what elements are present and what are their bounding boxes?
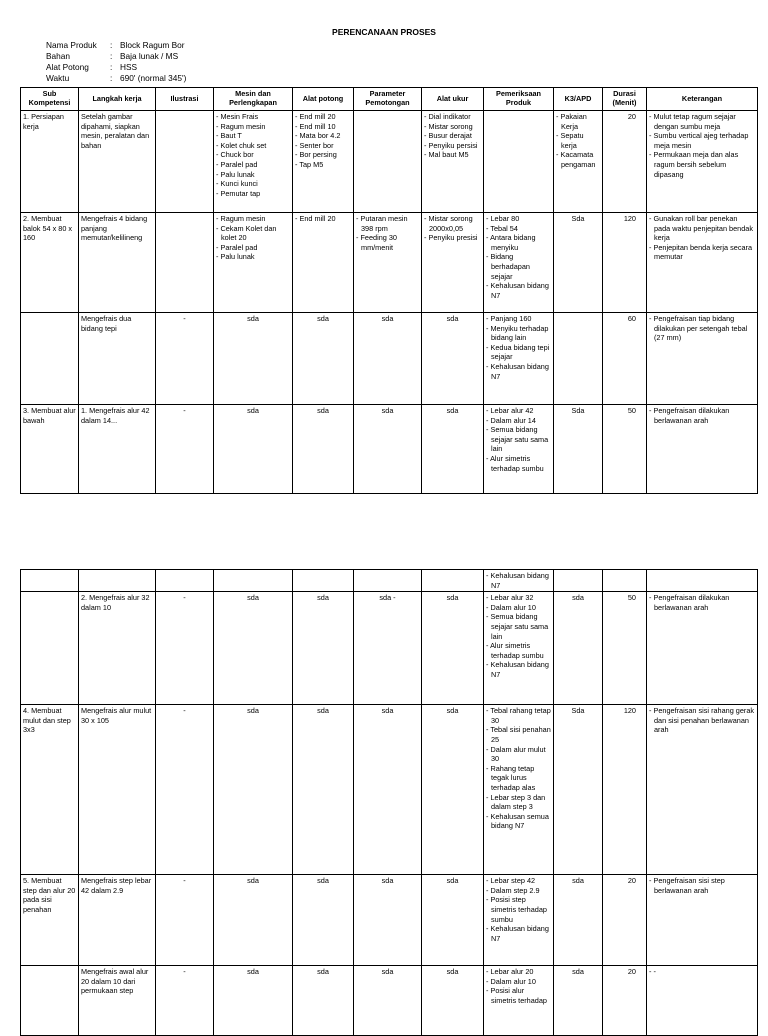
- cell-langkah: 1. Mengefrais alur 42 dalam 14...: [79, 405, 156, 494]
- header-alat-ukur: Alat ukur: [422, 88, 484, 111]
- cell-list-item: - Semua bidang sejajar satu sama lain: [486, 425, 551, 454]
- table-row: [21, 111, 758, 213]
- cell-list-item: - Dalam alur 14: [486, 416, 551, 426]
- cell-ilustrasi: -: [156, 705, 214, 875]
- cell-list-item: - Rahang tetap tegak lurus terhadap alas: [486, 764, 551, 793]
- cell-mesin: sda: [214, 405, 293, 494]
- cell-ilustrasi: [156, 213, 214, 313]
- cell-langkah: Mengefrais dua bidang tepi: [79, 313, 156, 405]
- cell-list-item: - Kehalusan bidang N7: [486, 571, 551, 590]
- cell-alat-potong: sda: [293, 405, 354, 494]
- cell-list-item: - Posisi alur simetris terhadap: [486, 986, 551, 1005]
- cell-langkah: Setelah gambar dipahami, siapkan mesin, peralatan dan bahan: [79, 111, 156, 213]
- cell-list-item: - Pengefraisan sisi step berlawanan arah: [649, 876, 755, 895]
- meta-value: Block Ragum Bor: [120, 40, 185, 50]
- cell-pemeriksaan: [484, 213, 554, 313]
- cell-list-item: - Permukaan meja dan alas ragum bersih sebelum dipasang: [649, 150, 755, 179]
- cell-list-item: - Sepatu kerja: [556, 131, 600, 150]
- cell-k3: Sda: [554, 705, 603, 875]
- cell-mesin: sda: [214, 705, 293, 875]
- cell-langkah: Mengefrais step lebar 42 dalam 2.9: [79, 875, 156, 966]
- cell-list-item: - Mistar sorong 2000x0,05: [424, 214, 481, 233]
- cell-list-item: - Mesin Frais: [216, 112, 290, 122]
- cell-list-item: - Baut T: [216, 131, 290, 141]
- cell-list-item: - Pengefraisan sisi rahang gerak dan sisi penahan berlawanan arah: [649, 706, 755, 735]
- cell-sub: [21, 966, 79, 1036]
- cell-k3: [554, 313, 603, 405]
- document-title: PERENCANAAN PROSES: [332, 27, 436, 37]
- cell-list-item: - Lebar step 42: [486, 876, 551, 886]
- cell-ilustrasi: [156, 570, 214, 592]
- cell-list-item: - Mal baut M5: [424, 150, 481, 160]
- cell-alat-potong: sda: [293, 705, 354, 875]
- cell-durasi: 50: [603, 592, 647, 705]
- cell-list-item: - Mulut tetap ragum sejajar dengan sumbu meja: [649, 112, 755, 131]
- cell-list-item: - Menyiku terhadap bidang lain: [486, 324, 551, 343]
- cell-alat-ukur: sda: [422, 313, 484, 405]
- header-alat-potong: Alat potong: [293, 88, 354, 111]
- cell-pemeriksaan: [484, 111, 554, 213]
- cell-k3: Sda: [554, 213, 603, 313]
- cell-pemeriksaan: [484, 592, 554, 705]
- cell-list-item: - Alur simetris terhadap sumbu: [486, 454, 551, 473]
- meta-value: HSS: [120, 62, 138, 72]
- cell-alat-potong: [293, 213, 354, 313]
- meta-label: Nama Produk: [46, 40, 97, 50]
- cell-keterangan: [647, 875, 758, 966]
- cell-parameter: [354, 213, 422, 313]
- cell-sub: 2. Membuat balok 54 x 80 x 160: [21, 213, 79, 313]
- cell-alat-potong: [293, 570, 354, 592]
- product-info: [46, 40, 186, 84]
- cell-list-item: - Dial indikator: [424, 112, 481, 122]
- cell-sub: [21, 592, 79, 705]
- cell-list-item: - Penyiku persisi: [424, 141, 481, 151]
- table-row: [21, 313, 758, 405]
- cell-alat-ukur: [422, 213, 484, 313]
- cell-ilustrasi: -: [156, 592, 214, 705]
- header-parameter: Parameter Pemotongan: [354, 88, 422, 111]
- cell-mesin: sda: [214, 966, 293, 1036]
- cell-list-item: - Senter bor: [295, 141, 351, 151]
- cell-list-item: - Kacamata pengaman: [556, 150, 600, 169]
- cell-list-item: - Kedua bidang tepi sejajar: [486, 343, 551, 362]
- cell-list-item: - -: [649, 967, 755, 977]
- cell-list-item: - Alur simetris terhadap sumbu: [486, 641, 551, 660]
- cell-k3: sda: [554, 875, 603, 966]
- cell-sub: 1. Persiapan kerja: [21, 111, 79, 213]
- cell-mesin: [214, 570, 293, 592]
- cell-sub: 4. Membuat mulut dan step 3x3: [21, 705, 79, 875]
- cell-durasi: 20: [603, 111, 647, 213]
- cell-parameter: sda: [354, 705, 422, 875]
- cell-list-item: - Busur derajat: [424, 131, 481, 141]
- cell-list-item: - Mistar sorong: [424, 122, 481, 132]
- cell-list-item: - Tebal rahang tetap 30: [486, 706, 551, 725]
- cell-alat-potong: sda: [293, 966, 354, 1036]
- cell-durasi: 50: [603, 405, 647, 494]
- meta-value: 690' (normal 345'): [120, 73, 187, 83]
- cell-alat-ukur: sda: [422, 592, 484, 705]
- cell-durasi: [603, 570, 647, 592]
- cell-alat-ukur: sda: [422, 966, 484, 1036]
- table-row: [21, 705, 758, 875]
- cell-list-item: - Posisi step simetris terhadap sumbu: [486, 895, 551, 924]
- cell-list-item: - Dalam alur 10: [486, 603, 551, 613]
- cell-list-item: - Palu lunak: [216, 252, 290, 262]
- cell-sub: [21, 313, 79, 405]
- cell-parameter: [354, 111, 422, 213]
- meta-colon: :: [110, 51, 113, 61]
- cell-list-item: - Tebal 54: [486, 224, 551, 234]
- cell-list-item: - Pemutar tap: [216, 189, 290, 199]
- cell-mesin: sda: [214, 592, 293, 705]
- cell-list-item: - Pengefraisan dilakukan berlawanan arah: [649, 593, 755, 612]
- meta-label: Alat Potong: [46, 62, 89, 72]
- cell-alat-ukur: sda: [422, 875, 484, 966]
- cell-parameter: sda: [354, 875, 422, 966]
- cell-langkah: [79, 570, 156, 592]
- cell-list-item: - Sumbu vertical ajeg terhadap meja mesin: [649, 131, 755, 150]
- header-keterangan: Keterangan: [647, 88, 758, 111]
- meta-colon: :: [110, 62, 113, 72]
- cell-list-item: - Pakaian Kerja: [556, 112, 600, 131]
- cell-alat-ukur: [422, 570, 484, 592]
- cell-parameter: [354, 570, 422, 592]
- cell-alat-potong: sda: [293, 875, 354, 966]
- cell-ilustrasi: -: [156, 966, 214, 1036]
- cell-list-item: - Dalam alur mulut 30: [486, 745, 551, 764]
- cell-list-item: - Bor persing: [295, 150, 351, 160]
- cell-list-item: - Palu lunak: [216, 170, 290, 180]
- cell-alat-ukur: sda: [422, 405, 484, 494]
- meta-row: [46, 62, 186, 73]
- table-header-row: [21, 88, 758, 111]
- cell-list-item: - Tebal sisi penahan 25: [486, 725, 551, 744]
- cell-list-item: - Lebar alur 32: [486, 593, 551, 603]
- cell-k3: [554, 570, 603, 592]
- cell-list-item: - Kehalusan bidang N7: [486, 362, 551, 381]
- cell-sub: 3. Membuat alur bawah: [21, 405, 79, 494]
- cell-list-item: - Kehalusan bidang N7: [486, 660, 551, 679]
- cell-k3: sda: [554, 966, 603, 1036]
- cell-list-item: - End mill 20: [295, 214, 351, 224]
- cell-durasi: 20: [603, 966, 647, 1036]
- table-row: [21, 966, 758, 1036]
- cell-list-item: - Kehalusan bidang N7: [486, 281, 551, 300]
- cell-pemeriksaan: [484, 875, 554, 966]
- process-plan-table: [20, 87, 758, 494]
- header-langkah-kerja: Langkah kerja: [79, 88, 156, 111]
- cell-durasi: 60: [603, 313, 647, 405]
- cell-list-item: - Paralel pad: [216, 243, 290, 253]
- cell-list-item: - Chuck bor: [216, 150, 290, 160]
- cell-pemeriksaan: [484, 966, 554, 1036]
- table-row: [21, 213, 758, 313]
- cell-list-item: - Cekam Kolet dan kolet 20: [216, 224, 290, 243]
- cell-list-item: - Bidang berhadapan sejajar: [486, 252, 551, 281]
- meta-colon: :: [110, 73, 113, 83]
- cell-list-item: - Lebar step 3 dan dalam step 3: [486, 793, 551, 812]
- cell-pemeriksaan: [484, 313, 554, 405]
- meta-row: [46, 40, 186, 51]
- cell-durasi: 120: [603, 705, 647, 875]
- header-k3: K3/APD: [554, 88, 603, 111]
- cell-list-item: - Feeding 30 mm/menit: [356, 233, 419, 252]
- cell-sub: [21, 570, 79, 592]
- meta-row: [46, 73, 186, 84]
- cell-pemeriksaan: [484, 570, 554, 592]
- cell-list-item: - Pengefraisan dilakukan berlawanan arah: [649, 406, 755, 425]
- cell-keterangan: [647, 705, 758, 875]
- meta-colon: :: [110, 40, 113, 50]
- cell-parameter: sda -: [354, 592, 422, 705]
- cell-list-item: - End mill 10: [295, 122, 351, 132]
- cell-list-item: - Semua bidang sejajar satu sama lain: [486, 612, 551, 641]
- cell-parameter: sda: [354, 966, 422, 1036]
- cell-k3: [554, 111, 603, 213]
- cell-pemeriksaan: [484, 405, 554, 494]
- cell-mesin: [214, 213, 293, 313]
- process-plan-table-continued: [20, 569, 758, 1036]
- cell-list-item: - Kehalusan bidang N7: [486, 924, 551, 943]
- cell-list-item: - Ragum mesin: [216, 214, 290, 224]
- cell-list-item: - Gunakan roll bar penekan pada waktu penjepitan bendak kerja: [649, 214, 755, 243]
- cell-list-item: - Mata bor 4.2: [295, 131, 351, 141]
- cell-keterangan: [647, 592, 758, 705]
- cell-alat-potong: sda: [293, 313, 354, 405]
- table-row: [21, 570, 758, 592]
- cell-ilustrasi: -: [156, 313, 214, 405]
- cell-list-item: - Paralel pad: [216, 160, 290, 170]
- cell-keterangan: [647, 111, 758, 213]
- cell-keterangan: [647, 966, 758, 1036]
- cell-ilustrasi: [156, 111, 214, 213]
- cell-langkah: Mengefrais 4 bidang panjang memutar/kelilineng: [79, 213, 156, 313]
- cell-durasi: 20: [603, 875, 647, 966]
- cell-list-item: - Antara bidang menyiku: [486, 233, 551, 252]
- cell-ilustrasi: -: [156, 405, 214, 494]
- meta-label: Waktu: [46, 73, 70, 83]
- meta-label: Bahan: [46, 51, 70, 61]
- cell-list-item: - Ragum mesin: [216, 122, 290, 132]
- cell-alat-potong: [293, 111, 354, 213]
- cell-list-item: - Panjang 160: [486, 314, 551, 324]
- cell-list-item: - Tap M5: [295, 160, 351, 170]
- cell-parameter: sda: [354, 405, 422, 494]
- table-row: [21, 405, 758, 494]
- cell-durasi: 120: [603, 213, 647, 313]
- cell-list-item: - Putaran mesin 398 rpm: [356, 214, 419, 233]
- table-row: [21, 592, 758, 705]
- cell-list-item: - Lebar alur 20: [486, 967, 551, 977]
- cell-mesin: sda: [214, 313, 293, 405]
- cell-alat-ukur: sda: [422, 705, 484, 875]
- header-pemeriksaan: Pemeriksaan Produk: [484, 88, 554, 111]
- cell-list-item: - Lebar alur 42: [486, 406, 551, 416]
- cell-alat-potong: sda: [293, 592, 354, 705]
- cell-list-item: - Kehalusan semua bidang N7: [486, 812, 551, 831]
- meta-value: Baja lunak / MS: [120, 51, 179, 61]
- cell-list-item: - Dalam step 2.9: [486, 886, 551, 896]
- meta-row: [46, 51, 186, 62]
- cell-k3: Sda: [554, 405, 603, 494]
- cell-pemeriksaan: [484, 705, 554, 875]
- header-mesin: Mesin dan Perlengkapan: [214, 88, 293, 111]
- cell-parameter: sda: [354, 313, 422, 405]
- cell-alat-ukur: [422, 111, 484, 213]
- cell-keterangan: [647, 313, 758, 405]
- header-durasi: Durasi (Menit): [603, 88, 647, 111]
- cell-list-item: - End mill 20: [295, 112, 351, 122]
- cell-list-item: - Penjepitan benda kerja secara memutar: [649, 243, 755, 262]
- cell-mesin: sda: [214, 875, 293, 966]
- cell-list-item: - Pengefraisan tiap bidang dilakukan per setengah tebal (27 mm): [649, 314, 755, 343]
- cell-list-item: - Lebar 80: [486, 214, 551, 224]
- cell-list-item: - Dalam alur 10: [486, 977, 551, 987]
- cell-k3: sda: [554, 592, 603, 705]
- cell-keterangan: [647, 570, 758, 592]
- cell-keterangan: [647, 213, 758, 313]
- cell-list-item: - Penyiku presisi: [424, 233, 481, 243]
- cell-keterangan: [647, 405, 758, 494]
- header-ilustrasi: Ilustrasi: [156, 88, 214, 111]
- cell-langkah: Mengefrais awal alur 20 dalam 10 dari permukaan step: [79, 966, 156, 1036]
- cell-list-item: - Kunci kunci: [216, 179, 290, 189]
- cell-langkah: Mengefrais alur mulut 30 x 105: [79, 705, 156, 875]
- header-sub-kompetensi: Sub Kompetensi: [21, 88, 79, 111]
- cell-sub: 5. Membuat step dan alur 20 pada sisi penahan: [21, 875, 79, 966]
- cell-ilustrasi: -: [156, 875, 214, 966]
- cell-langkah: 2. Mengefrais alur 32 dalam 10: [79, 592, 156, 705]
- cell-mesin: [214, 111, 293, 213]
- table-row: [21, 875, 758, 966]
- cell-list-item: - Kolet chuk set: [216, 141, 290, 151]
